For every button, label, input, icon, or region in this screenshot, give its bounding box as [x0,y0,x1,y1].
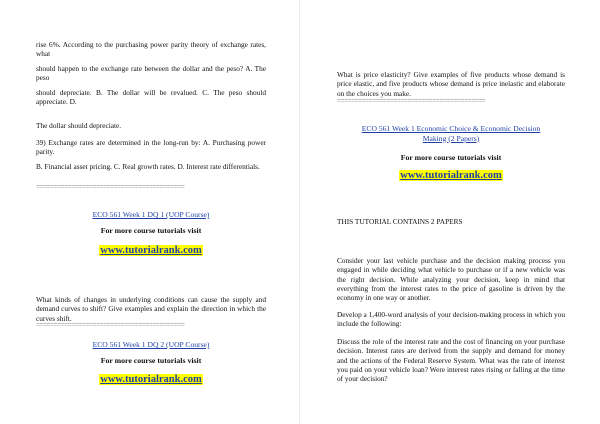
paragraph-vehicle-purchase: Consider your last vehicle purchase and the decision making process you engaged in while deciding what vehicle to purchase or if a new vehicle was the right decision. While analyzing your decision, keep in mind that everything from the interest rates to the price of gasoline is driven by the economy in one way or another. [337,256,565,303]
site-link[interactable] [337,170,565,182]
paragraph-question-39: 39) Exchange rates are determined in the long-run by: A. Purchasing power parity. [36,138,266,157]
paragraph-answers: should depreciate. B. The dollar will be revalued. C. The peso should appreciate. D. [36,88,266,107]
separator-line: ========================================== [337,98,486,105]
site-link[interactable] [36,374,266,386]
paragraph-exchange-rate: should happen to the exchange rate between the dollar and the peso? A. The peso [36,64,266,83]
site-link-text[interactable]: www.tutorialrank.com [100,374,202,385]
right-page [300,0,600,424]
separator-line: ========================================== [36,322,185,329]
site-link-text[interactable]: www.tutorialrank.com [400,170,502,181]
paragraph-develop-analysis: Develop a 1,400-word analysis of your decision-making process in which you include the following: [337,310,565,329]
paragraph-tutorial-contains: THIS TUTORIAL CONTAINS 2 PAPERS [337,217,463,226]
paragraph-interest-rate: Discuss the role of the interest rate and the cost of financing on your purchase decision. Interest rates are derived from the supply and demand for money and the actions of the Federal Reserve System. What was the rate of interest you paid on your vehicle loan? Were interest rates rising or falling at the time of your decision? [337,337,565,384]
paragraph-ppp-question: rise 6%. According to the purchasing power parity theory of exchange rates, what [36,40,266,59]
paragraph-supply-demand: What kinds of changes in underlying conditions can cause the supply and demand curves to shift? Give examples and explain the direction in which the curves shift. [36,295,266,323]
visit-text: For more course tutorials visit [400,153,502,162]
course-link-dq1[interactable]: ECO 561 Week 1 DQ 1 (UOP Course) [92,210,210,219]
site-link-text[interactable]: www.tutorialrank.com [100,245,202,256]
visit-text: For more course tutorials visit [100,356,202,365]
paragraph-options: B. Financial asset pricing. C. Real growth rates. D. Interest rate differentials. [36,162,260,171]
paragraph-price-elasticity: What is price elasticity? Give examples of five products whose demand is price elastic, and five products whose demand is price inelastic and elaborate on the choices you make. [337,70,565,98]
course-link-dq2[interactable]: ECO 561 Week 1 DQ 2 (UOP Course) [92,340,210,349]
site-link[interactable] [36,245,266,257]
paragraph-answer-d: The dollar should depreciate. [36,121,122,130]
separator-line: ========================================== [36,184,185,191]
course-link-economic-choice[interactable]: ECO 561 Week 1 Economic Choice & Economic Decision Making (2 Papers) [361,124,541,143]
visit-text: For more course tutorials visit [100,226,202,235]
